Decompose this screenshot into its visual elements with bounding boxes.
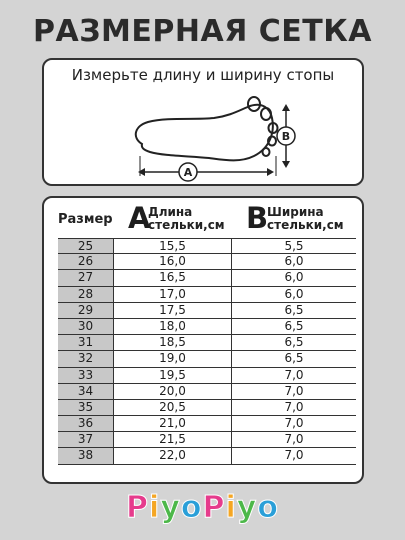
length-column-header: Длина стельки,см (148, 205, 225, 232)
brand-letter: o (257, 490, 279, 525)
table-row (58, 335, 356, 351)
measure-instruction: Измерьте длину и ширину стопы (71, 66, 335, 84)
width-letter: B (246, 201, 269, 235)
table-row (58, 384, 356, 400)
foot-outline-icon (44, 60, 366, 188)
width-cell: 6,5 (284, 302, 304, 317)
width-cell: 6,0 (284, 286, 304, 301)
table-row (58, 287, 356, 303)
length-label: A (183, 166, 193, 179)
length-cell: 21,0 (114, 416, 232, 431)
size-cell: 30 (58, 319, 114, 334)
size-cell: 35 (58, 400, 114, 415)
length-cell: 17,5 (114, 303, 232, 318)
measure-illustration (42, 58, 364, 186)
length-cell: 19,5 (114, 368, 232, 383)
table-row (58, 303, 356, 319)
width-cell: 7,0 (284, 383, 304, 398)
table-header (44, 198, 362, 238)
width-cell: 5,5 (284, 239, 304, 253)
brand-logo (0, 490, 405, 525)
size-cell: 31 (58, 335, 114, 350)
length-cell: 16,0 (114, 254, 232, 269)
length-cell: 16,5 (114, 270, 232, 285)
width-column-header: Ширина стельки,см (267, 205, 344, 232)
size-cell: 32 (58, 351, 114, 366)
width-cell: 6,5 (284, 351, 304, 366)
table-row (58, 254, 356, 270)
size-column-header: Размер (58, 212, 113, 227)
brand-letter: i (149, 490, 161, 525)
width-cell: 6,0 (284, 270, 304, 285)
length-cell: 19,0 (114, 351, 232, 366)
length-cell: 15,5 (114, 239, 232, 253)
width-cell: 7,0 (284, 432, 304, 447)
brand-letter: P (202, 490, 226, 525)
length-cell: 18,5 (114, 335, 232, 350)
size-cell: 26 (58, 254, 114, 269)
table-row (58, 416, 356, 432)
table-row (58, 238, 356, 254)
table-row (58, 270, 356, 286)
length-cell: 18,0 (114, 319, 232, 334)
size-cell: 28 (58, 287, 114, 302)
brand-letter: y (236, 490, 258, 525)
width-cell: 7,0 (284, 448, 304, 463)
length-cell: 21,5 (114, 432, 232, 447)
size-cell: 38 (58, 448, 114, 463)
size-cell: 37 (58, 432, 114, 447)
table-row (58, 368, 356, 384)
size-cell: 25 (58, 239, 114, 253)
width-cell: 7,0 (284, 416, 304, 431)
size-cell: 29 (58, 303, 114, 318)
table-row (58, 432, 356, 448)
width-cell: 7,0 (284, 367, 304, 382)
size-cell: 27 (58, 270, 114, 285)
table-row (58, 351, 356, 367)
length-cell: 20,0 (114, 384, 232, 399)
table-body (58, 238, 356, 465)
size-table (42, 196, 364, 484)
brand-letter: i (225, 490, 237, 525)
table-row (58, 319, 356, 335)
length-letter: A (128, 201, 151, 235)
length-cell: 22,0 (114, 448, 232, 463)
size-cell: 33 (58, 368, 114, 383)
brand-letter: y (160, 490, 181, 525)
width-label: B (281, 130, 291, 143)
width-cell: 6,5 (284, 318, 304, 333)
length-cell: 20,5 (114, 400, 232, 415)
page-title: РАЗМЕРНАЯ СЕТКА (33, 14, 372, 49)
size-cell: 34 (58, 384, 114, 399)
brand-letter: o (180, 490, 203, 525)
size-cell: 36 (58, 416, 114, 431)
table-row (58, 448, 356, 464)
table-row (58, 400, 356, 416)
width-cell: 7,0 (284, 399, 304, 414)
length-cell: 17,0 (114, 287, 232, 302)
width-cell: 6,5 (284, 335, 304, 350)
width-cell: 6,0 (284, 254, 304, 269)
brand-letter: P (126, 490, 150, 525)
